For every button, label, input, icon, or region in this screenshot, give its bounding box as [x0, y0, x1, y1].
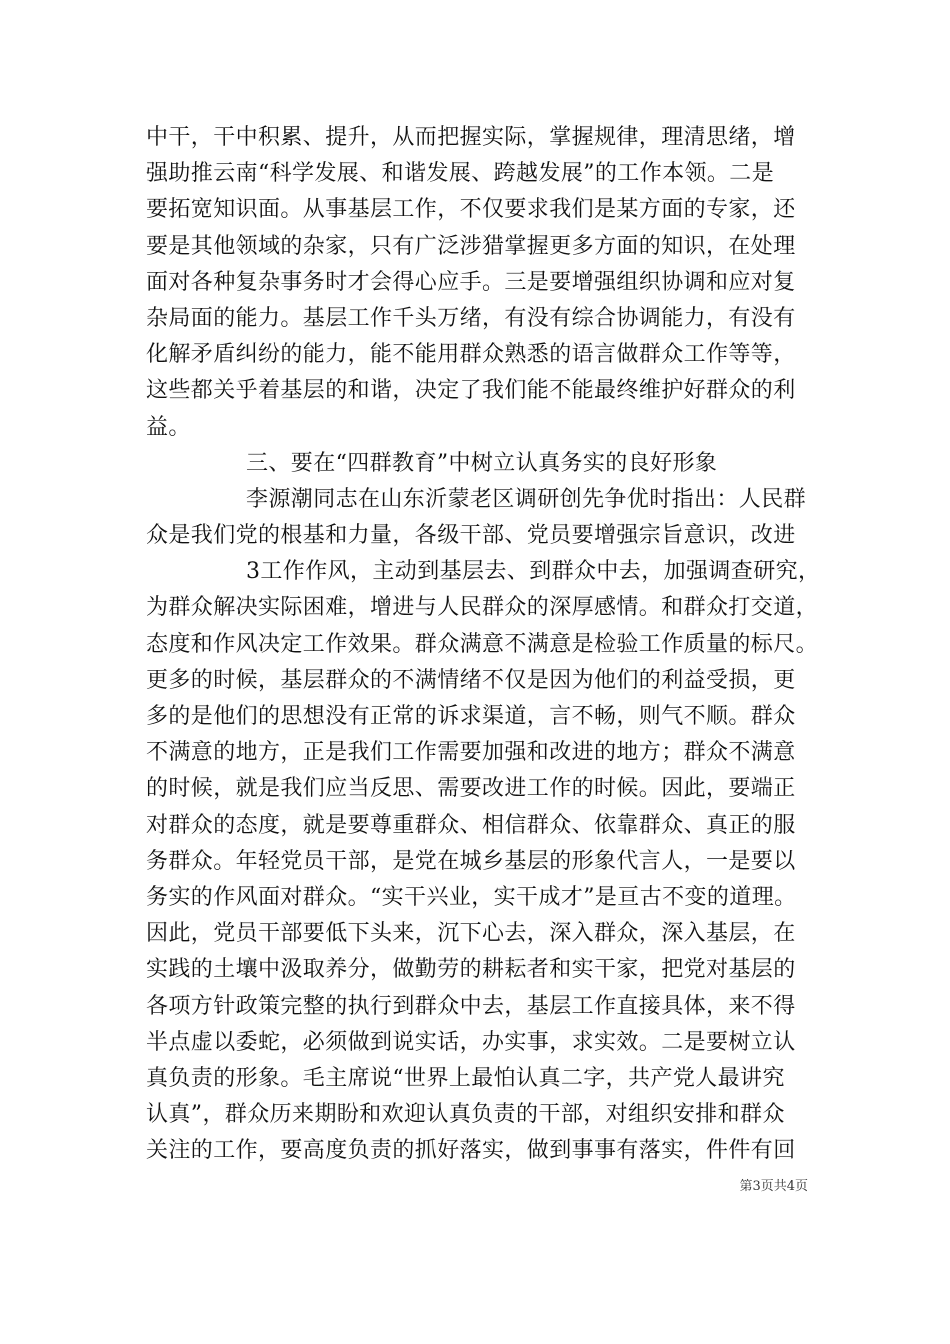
text-line: 务群众。年轻党员干部，是党在城乡基层的形象代言人，一是要以 — [146, 848, 796, 874]
text-line: 益。 — [146, 414, 191, 440]
text-line: 实践的土壤中汲取养分，做勤劳的耕耘者和实干家，把党对基层的 — [146, 957, 796, 983]
paragraph-start-line: 李源潮同志在山东沂蒙老区调研创先争优时指出：人民群 — [246, 486, 807, 512]
body-text — [146, 120, 821, 1169]
text-line: 众是我们党的根基和力量，各级干部、党员要增强宗旨意识，改进 — [146, 523, 796, 549]
text-line: 不满意的地方，正是我们工作需要加强和改进的地方；群众不满意 — [146, 740, 796, 766]
text-line: 杂局面的能力。基层工作千头万绪，有没有综合协调能力，有没有 — [146, 305, 796, 331]
text-line: 务实的作风面对群众。“实干兴业，实干成才”是亘古不变的道理。 — [146, 884, 797, 910]
section-heading: 三、要在“四群教育”中树立认真务实的良好形象 — [246, 450, 718, 476]
text-line: 态度和作风决定工作效果。群众满意不满意是检验工作质量的标尺。 — [146, 631, 819, 657]
text-line: 中干，干中积累、提升，从而把握实际，掌握规律，理清思绪，增 — [146, 125, 796, 150]
text-line: 要是其他领域的杂家，只有广泛涉猎掌握更多方面的知识，在处理 — [146, 233, 796, 259]
text-line: 这些都关乎着基层的和谐，决定了我们能不能最终维护好群众的利 — [146, 378, 796, 404]
text-line: 面对各种复杂事务时才会得心应手。三是要增强组织协调和应对复 — [146, 269, 796, 295]
text-line: 各项方针政策完整的执行到群众中去，基层工作直接具体，来不得 — [146, 993, 796, 1019]
text-line: 关注的工作，要高度负责的抓好落实，做到事事有落实，件件有回 — [146, 1138, 796, 1164]
text-line: 半点虚以委蛇，必须做到说实话，办实事，求实效。二是要树立认 — [146, 1029, 796, 1055]
page-number-footer: 第3页共4页 — [739, 1179, 808, 1194]
text-line: 3工作作风，主动到基层去、到群众中去，加强调查研究， — [246, 559, 821, 585]
text-line: 多的是他们的思想没有正常的诉求渠道，言不畅，则气不顺。群众 — [146, 704, 796, 729]
text-line: 化解矛盾纠纷的能力，能不能用群众熟悉的语言做群众工作等等， — [146, 342, 796, 368]
text-line: 对群众的态度，就是要尊重群众、相信群众、依靠群众、真正的服 — [146, 812, 796, 838]
text-line: 认真”，群众历来期盼和欢迎认真负责的干部，对组织安排和群众 — [146, 1102, 785, 1128]
text-line: 为群众解决实际困难，增进与人民群众的深厚感情。和群众打交道， — [146, 595, 819, 621]
text-line: 真负责的形象。毛主席说“世界上最怕认真二字，共产党人最讲究 — [146, 1065, 785, 1091]
text-line: 因此，党员干部要低下头来，沉下心去，深入群众，深入基层，在 — [146, 921, 796, 947]
text-line: 要拓宽知识面。从事基层工作，不仅要求我们是某方面的专家，还 — [146, 197, 796, 223]
text-line: 的时候，就是我们应当反思、需要改进工作的时候。因此，要端正 — [146, 776, 796, 802]
text-line: 更多的时候，基层群众的不满情绪不仅是因为他们的利益受损，更 — [146, 667, 796, 693]
text-line: 强助推云南“科学发展、和谐发展、跨越发展”的工作本领。二是 — [146, 161, 775, 187]
